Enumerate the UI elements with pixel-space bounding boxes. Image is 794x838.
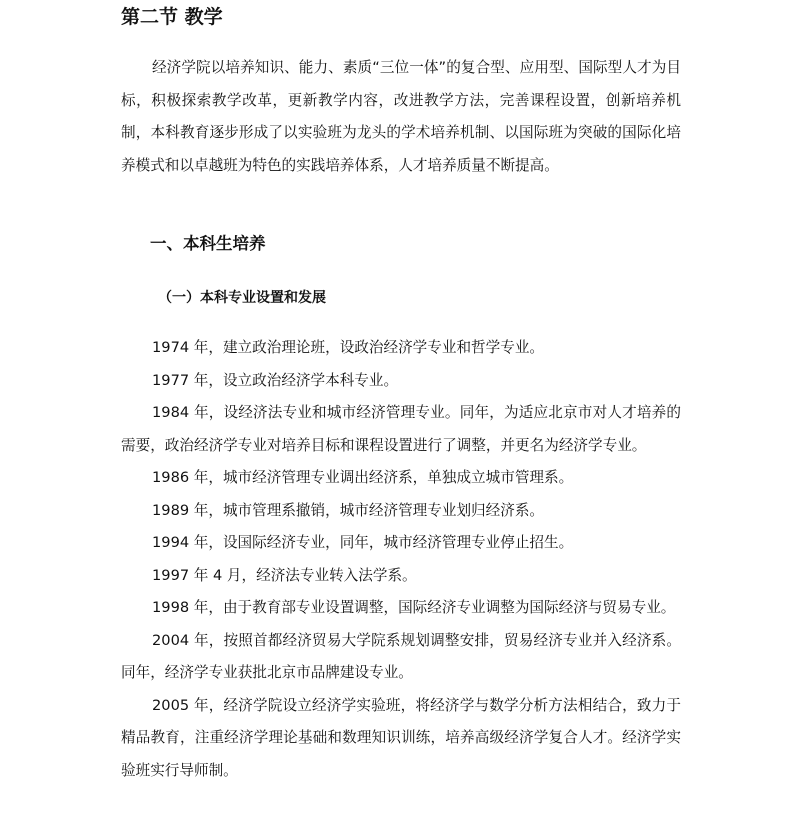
- section-title: 第二节 教学: [121, 6, 223, 28]
- timeline-entry-1989: 1989 年，城市管理系撤销，城市经济管理专业划归经济系。: [152, 501, 545, 519]
- timeline-entry-1994: 1994 年，设国际经济专业，同年，城市经济管理专业停止招生。: [152, 534, 574, 551]
- timeline-list: [121, 332, 681, 787]
- timeline-entry-2004: 2004 年，按照首都经济贸易大学院系规划调整安排，贸易经济专业并入经济系。同年，经济学专业获批北京市品牌建设专业。: [121, 631, 681, 681]
- heading-undergraduate-training: 一、本科生培养: [150, 234, 266, 253]
- timeline-entry-1986: 1986 年，城市经济管理专业调出经济系，单独成立城市管理系。: [152, 469, 574, 486]
- timeline-entry-1984: 1984 年，设经济法专业和城市经济管理专业。同年，为适应北京市对人才培养的需要，政治经济学专业对培养目标和课程设置进行了调整，并更名为经济学专业。: [121, 404, 681, 454]
- intro-paragraph: 经济学院以培养知识、能力、素质“三位一体”的复合型、应用型、国际型人才为目标，积极探索教学改革，更新教学内容，改进教学方法，完善课程设置，创新培养机制，本科教育逐步形成了以实验班为龙头的学术培养机制、以国际班为突破的国际化培养模式和以卓越班为特色的实践培养体系，人才培养质量不断提高。: [121, 59, 681, 174]
- timeline-entry-1998: 1998 年，由于教育部专业设置调整，国际经济专业调整为国际经济与贸易专业。: [152, 599, 676, 616]
- heading-major-setup-development: （一）本科专业设置和发展: [158, 290, 326, 306]
- timeline-entry-1997: 1997 年 4 月，经济法专业转入法学系。: [152, 566, 417, 584]
- timeline-entry-2005: 2005 年，经济学院设立经济学实验班，将经济学与数学分析方法相结合，致力于精品教育，注重经济学理论基础和数理知识训练，培养高级经济学复合人才。经济学实验班实行导师制。: [121, 696, 681, 779]
- timeline-entry-1977: 1977 年，设立政治经济学本科专业。: [152, 371, 399, 389]
- timeline-entry-1974: 1974 年，建立政治理论班，设政治经济学专业和哲学专业。: [152, 339, 545, 356]
